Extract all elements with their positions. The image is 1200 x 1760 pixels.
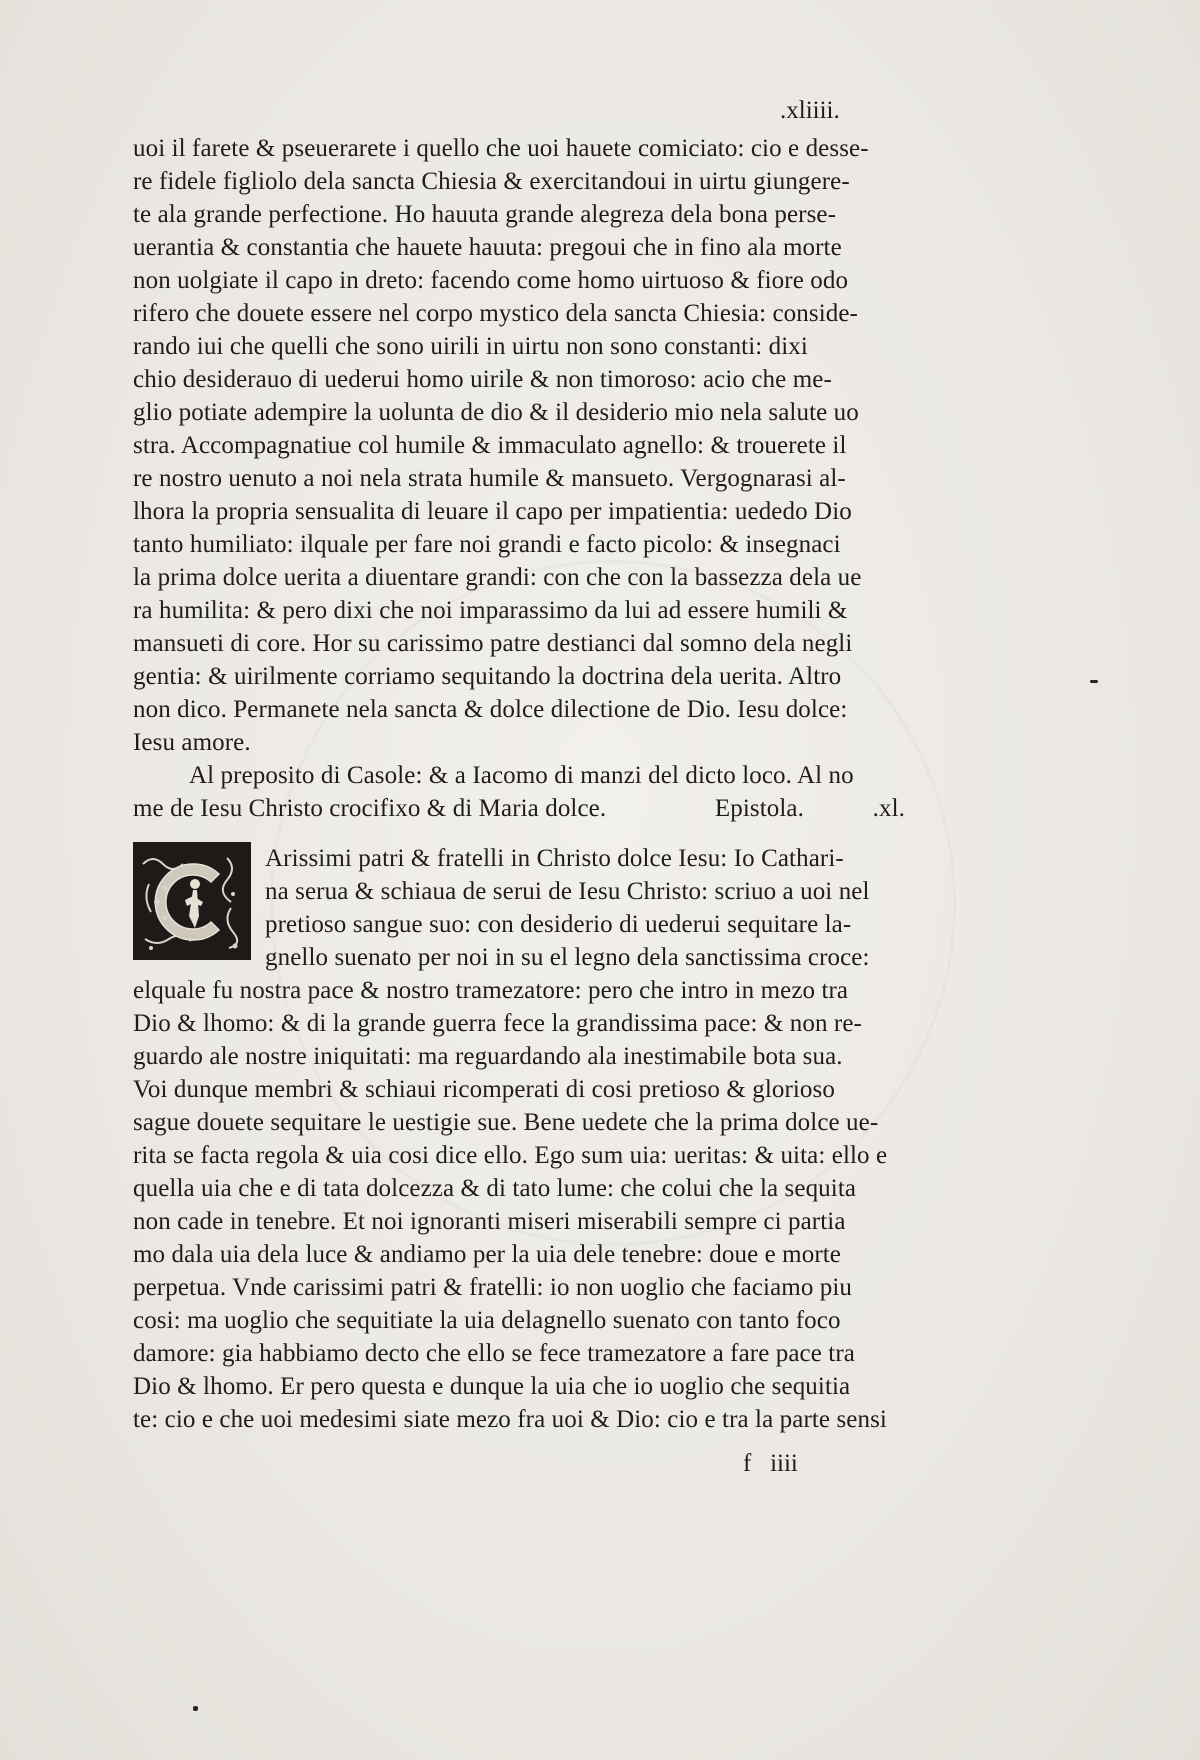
text-line: te ala grande perfectione. Ho hauuta grande alegreza dela bona perse-: [133, 201, 837, 228]
paragraph-2: [133, 974, 905, 1436]
signature-mark: f iiii: [743, 1450, 798, 1477]
text-line: elquale fu nostra pace & nostro tramezatore: pero che intro in mezo tra: [133, 977, 849, 1004]
text-line: damore: gia habbiamo decto che ello se fece tramezatore a fare pace tra: [133, 1340, 855, 1367]
text-line: na serua & schiaua de serui de Iesu Christo: scriuo a uoi nel: [265, 878, 870, 905]
text-line: uoi il farete & pseuerarete i quello che uoi hauete comiciato: cio e desse-: [133, 135, 869, 162]
text-line: mo dala uia dela luce & andiamo per la uia dele tenebre: doue e morte: [133, 1241, 841, 1268]
letter-heading-line-1: Al preposito di Casole: & a Iacomo di manzi del dicto loco. Al no: [189, 762, 854, 789]
paragraph-1: [133, 132, 905, 759]
text-line: Arissimi patri & fratelli in Christo dolce Iesu: Io Cathari-: [265, 845, 844, 872]
decorated-initial: [133, 842, 251, 960]
text-line: stra. Accompagnatiue col humile & immaculato agnello: & trouerete il: [133, 432, 847, 459]
text-line: non cade in tenebre. Et noi ignoranti miseri miserabili sempre ci partia: [133, 1208, 846, 1235]
text-line: Iesu amore.: [133, 729, 251, 756]
ink-speck: [193, 1706, 198, 1711]
text-line: rita se facta regola & uia cosi dice ello. Ego sum uia: ueritas: & uita: ello e: [133, 1142, 888, 1169]
text-line: Dio & lhomo. Er pero questa e dunque la uia che io uoglio che sequitia: [133, 1373, 851, 1400]
text-line: uerantia & constantia che hauete hauuta: pregoui che in fino ala morte: [133, 234, 842, 261]
heading-letter-number: .xl.: [872, 795, 905, 822]
text-line: te: cio e che uoi medesimi siate mezo fra uoi & Dio: cio e tra la parte sensi: [133, 1406, 887, 1433]
text-line: lhora la propria sensualita di leuare il capo per impatientia: uededo Dio: [133, 498, 852, 525]
heading-dedication: me de Iesu Christo crocifixo & di Maria dolce.: [133, 795, 607, 822]
text-line: sague douete sequitare le uestigie sue. Bene uedete che la prima dolce ue-: [133, 1109, 879, 1136]
text-line: perpetua. Vnde carissimi patri & fratelli: io non uoglio che faciamo piu: [133, 1274, 853, 1301]
text-line: rando iui che quelli che sono uirili in uirtu non sono constanti: dixi: [133, 333, 808, 360]
text-line: cosi: ma uoglio che sequitiate la uia delagnello suenato con tanto foco: [133, 1307, 841, 1334]
text-line: Dio & lhomo: & di la grande guerra fece la grandissima pace: & non re-: [133, 1010, 862, 1037]
text-line: ra humilita: & pero dixi che noi imparassimo da lui ad essere humili &: [133, 597, 848, 624]
text-column: [133, 99, 905, 1436]
letter-heading-line-2: [133, 792, 905, 825]
text-line: gentia: & uirilmente corriamo sequitando la doctrina dela uerita. Altro: [133, 663, 842, 690]
text-line: non uolgiate il capo in dreto: facendo come homo uirtuoso & fiore odo: [133, 267, 849, 294]
ink-speck: [1090, 680, 1098, 683]
text-line: tanto humiliato: ilquale per fare noi grandi e facto picolo: & insegnaci: [133, 531, 841, 558]
text-line: pretioso sangue suo: con desiderio di uederui sequitare la-: [265, 911, 852, 938]
text-line: guardo ale nostre iniquitati: ma reguardando ala inestimabile bota sua.: [133, 1043, 843, 1070]
text-line: Voi dunque membri & schiaui ricomperati di cosi pretioso & glorioso: [133, 1076, 835, 1103]
text-line: mansueti di core. Hor su carissimo patre destianci dal somno dela negli: [133, 630, 853, 657]
text-line: quella uia che e di tata dolcezza & di tato lume: che colui che la sequita: [133, 1175, 857, 1202]
text-line: rifero che douete essere nel corpo mystico dela sancta Chiesia: conside-: [133, 300, 858, 327]
text-line: re nostro uenuto a noi nela strata humile & mansueto. Vergognarasi al-: [133, 465, 846, 492]
text-line: chio desiderauo di uederui homo uirile & non timoroso: acio che me-: [133, 366, 832, 393]
folio-number: .xliiii.: [780, 97, 840, 124]
decorated-initial-c-icon: [135, 844, 249, 958]
text-line: glio potiate adempire la uolunta de dio & il desiderio mio nela salute uo: [133, 399, 859, 426]
text-line: non dico. Permanete nela sancta & dolce dilectione de Dio. Iesu dolce:: [133, 696, 848, 723]
heading-epistola: Epistola.: [714, 795, 804, 822]
text-line: gnello suenato per noi in su el legno dela sanctissima croce:: [265, 944, 870, 971]
letter-opening: [133, 842, 905, 974]
text-line: la prima dolce uerita a diuentare grandi: con che con la bassezza dela ue: [133, 564, 862, 591]
text-line: re fidele figliolo dela sancta Chiesia & exercitandoui in uirtu giungere-: [133, 168, 850, 195]
